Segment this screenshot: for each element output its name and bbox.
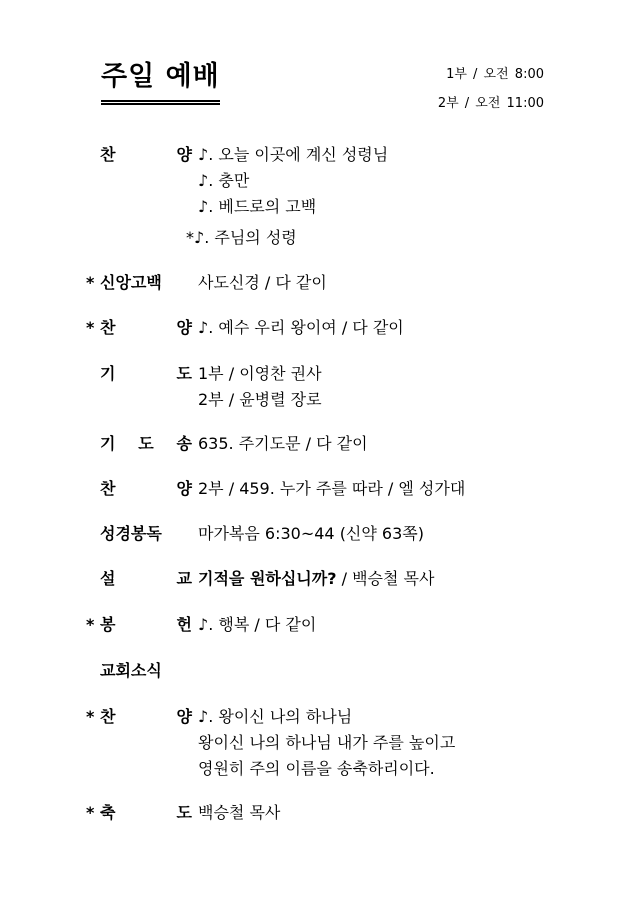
- standing-marker: *: [86, 318, 95, 337]
- order-label: 교회소식: [100, 661, 162, 680]
- service-time-1: 1부 / 오전 8:00: [446, 67, 544, 82]
- order-line: 2부 / 459. 누가 주를 따라 / 엘 성가대: [198, 479, 466, 498]
- order-line: 마가복음 6:30~44 (신약 63쪽): [198, 524, 424, 543]
- order-line: 사도신경 / 다 같이: [198, 273, 327, 292]
- hymn-line: ♪. 오늘 이곳에 계신 성령님: [198, 145, 389, 164]
- order-line: 백승철 목사: [198, 803, 281, 822]
- service-times: [438, 60, 544, 118]
- order-line: ♪. 예수 우리 왕이여 / 다 같이: [198, 318, 404, 337]
- order-label: 기 도: [100, 364, 192, 383]
- service-time-2: 2부 / 오전 11:00: [437, 96, 544, 111]
- order-label: 축 도: [100, 803, 192, 822]
- order-line: 2부 / 윤병렬 장로: [198, 390, 322, 409]
- order-label: 봉 헌: [100, 615, 192, 634]
- order-label: 기 도 송: [100, 434, 192, 453]
- order-line: 1부 / 이영찬 권사: [198, 364, 322, 383]
- order-line: 왕이신 나의 하나님 내가 주를 높이고: [198, 733, 456, 752]
- sermon-preacher: / 백승철 목사: [336, 569, 435, 588]
- order-label: 찬 양: [100, 145, 192, 164]
- order-label: 찬 양: [100, 479, 192, 498]
- order-label: 성경봉독: [100, 524, 162, 543]
- order-content: [186, 142, 389, 251]
- standing-marker: *: [86, 273, 95, 292]
- order-line: ♪. 행복 / 다 같이: [198, 615, 317, 634]
- hymn-line: ♪. 베드로의 고백: [198, 197, 317, 216]
- order-label: 찬 양: [100, 707, 192, 726]
- order-line: 영원히 주의 이름을 송축하리이다.: [198, 759, 435, 778]
- hymn-line: ♪. 충만: [198, 171, 250, 190]
- standing-marker: *: [86, 803, 95, 822]
- order-label: 설 교: [100, 569, 192, 588]
- page-title: 주일 예배: [101, 60, 220, 105]
- standing-marker: *: [86, 707, 95, 726]
- order-line: 635. 주기도문 / 다 같이: [198, 434, 368, 453]
- order-label: 신앙고백: [100, 273, 162, 292]
- order-line: ♪. 왕이신 나의 하나님: [198, 707, 353, 726]
- order-label: 찬 양: [100, 318, 192, 337]
- standing-marker: *: [86, 615, 95, 634]
- hymn-line: *♪. 주님의 성령: [186, 228, 297, 247]
- sermon-title: 기적을 원하십니까?: [198, 569, 337, 588]
